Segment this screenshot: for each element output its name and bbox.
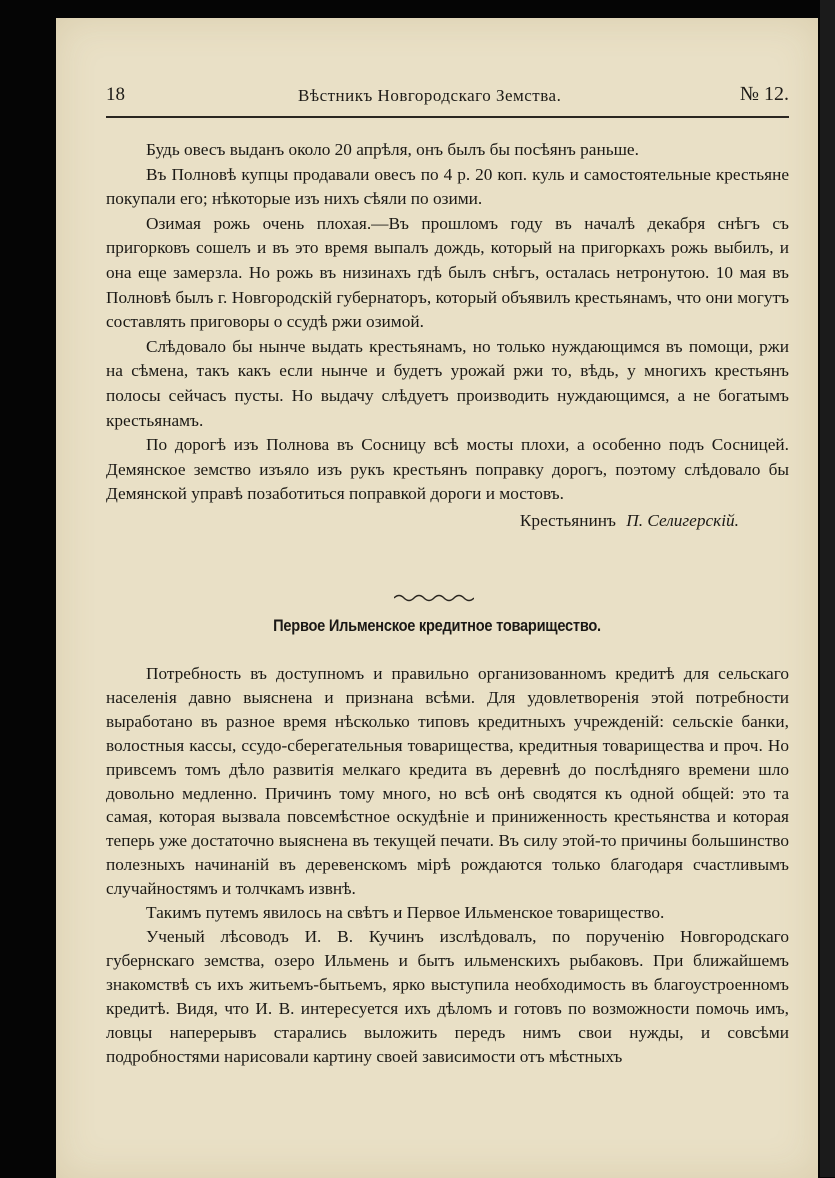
article-2-heading: Первое Ильменское кредитное товарищество.: [273, 616, 601, 635]
signature: [106, 509, 789, 534]
article-2-body: [106, 662, 789, 1068]
paragraph: Такимъ путемъ явилось на свѣтъ и Первое Ильменское товарищество.: [146, 903, 665, 923]
paragraph: Будь овесъ выданъ около 20 апрѣля, онъ былъ бы посѣянъ раньше.: [146, 140, 639, 159]
paragraph: Потребность въ доступномъ и правильно организованномъ кредитѣ для сельскаго населенія давно выяснена и признана всѣми. Для удовлетворенія этой потребности выработано въ разное время нѣсколько типовъ кредитныхъ учрежденій: сельскіе банки, волостныя кассы, ссудо-сберегательныя товарищества, кредитныя товарищества и проч. Но привсемъ томъ дѣло развитія мелкаго кредита въ деревнѣ до послѣдняго времени шло довольно медленно. Причинъ тому много, но всѣ онѣ сводятся къ одной общей: это та самая, которая вызвала повсемѣстное оскудѣніе и приниженность крестьянства и которая теперь уже достаточно выяснена въ текущей печати. Въ силу этой-то причины большинство полезныхъ начинаній въ деревенскомъ мірѣ рождаются только благодаря счастливымъ случайностямъ и толчкамъ извнѣ.: [106, 664, 789, 899]
article-1-body: [106, 138, 789, 534]
paragraph: Слѣдовало бы нынче выдать крестьянамъ, но только нуждающимся въ помощи, ржи на сѣмена, такъ какъ если нынче и будетъ урожай ржи то, вѣдь, у многихъ крестьянъ полосы сейчасъ пусты. Но выдачу слѣдуетъ производить нуждающимся, а не богатымъ крестьянамъ.: [106, 336, 789, 430]
paragraph: Ученый лѣсоводъ И. В. Кучинъ изслѣдовалъ, по порученію Новгородскаго губернскаго земства, озеро Ильмень и бытъ ильменскихъ рыбаковъ. При ближайшемъ знакомствѣ съ ихъ житьемъ-бытьемъ, ярко выступила необходимость въ благоустроенномъ кредитѣ. Видя, что И. В. интересуется ихъ дѣломъ и готовъ по возможности помочь имъ, ловцы наперерывъ старались выложить передъ нимъ свои нужды, и совсѣми подробностями нарисовали картину своей зависимости отъ мѣстныхъ: [106, 926, 789, 1066]
issue-number: № 12.: [739, 83, 789, 105]
paragraph: Озимая рожь очень плохая.—Въ прошломъ году въ началѣ декабря снѣгъ съ пригорковъ сошелъ и въ это время выпалъ дождь, который на пригоркахъ рожь выбилъ, и она еще замерзла. Но рожь въ низинахъ гдѣ былъ снѣгъ, осталась нетронутою. 10 мая въ Полновѣ былъ г. Новгородскій губернаторъ, который объявилъ крестьянамъ, что они могутъ составлять приговоры о ссудѣ ржи озимой.: [106, 213, 789, 332]
journal-title: Вѣстникъ Новгородскаго Земства.: [298, 86, 562, 105]
document-page: [56, 18, 818, 1178]
wavy-divider: [394, 592, 474, 602]
signature-prefix: Крестьянинъ: [519, 510, 616, 530]
running-header: [106, 80, 789, 110]
paragraph: Въ Полновѣ купцы продавали овесъ по 4 р. 20 коп. куль и самостоятельные крестьяне покупали его; нѣкоторые изъ нихъ сѣяли по озими.: [106, 164, 789, 209]
paragraph: По дорогѣ изъ Полнова въ Сосницу всѣ мосты плохи, а особенно подъ Сосницей. Демянское земство изъяло изъ рукъ крестьянъ поправку дорогъ, поэтому слѣдовало бы Демянской управѣ позаботиться поправкой дороги и мостовъ.: [106, 435, 789, 504]
signature-name: П. Селигерскій.: [626, 510, 739, 530]
header-rule: [106, 116, 789, 118]
page-edge: [820, 0, 835, 1177]
page-number: 18: [106, 84, 125, 105]
